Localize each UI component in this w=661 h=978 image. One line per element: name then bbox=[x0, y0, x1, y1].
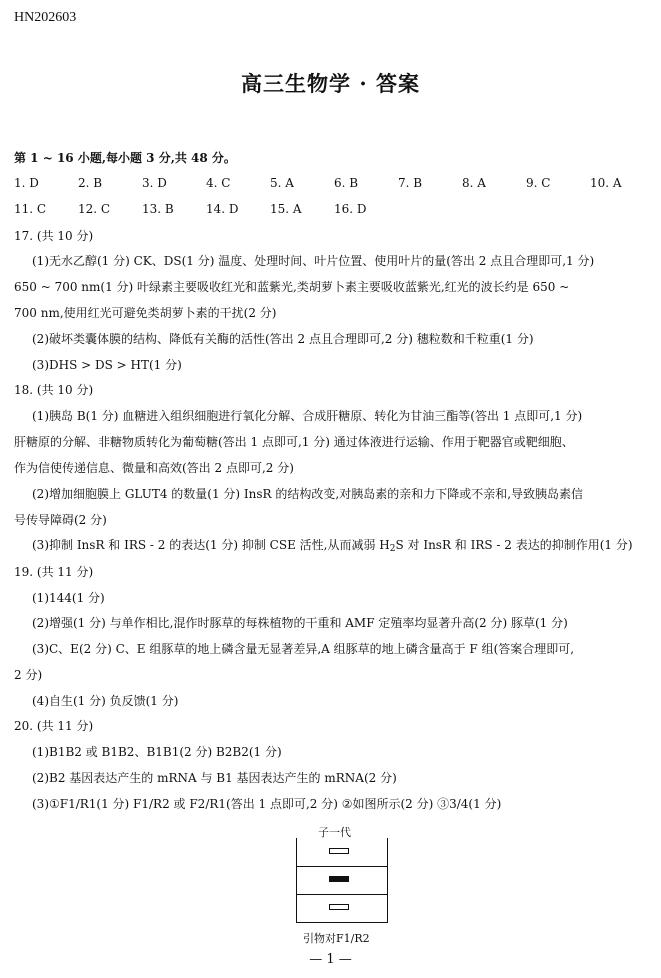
q17-line: 650 ~ 700 nm(1 分) 叶绿素主要吸收红光和蓝紫光,类胡萝卜素主要吸收蓝紫光,红光的波长约是 650 ~ bbox=[14, 280, 570, 294]
answer-1: 1. D bbox=[14, 176, 39, 190]
answer-9: 9. C bbox=[526, 176, 551, 190]
subscript-2: 2 bbox=[389, 544, 396, 554]
header-code: HN202603 bbox=[14, 10, 77, 25]
q18-line: 肝糖原的分解、非糖物质转化为葡萄糖(答出 1 点即可,1 分) 通过体液进行运输、作用于靶器官或靶细胞、 bbox=[14, 435, 574, 449]
q19-line: (3)C、E(2 分) C、E 组豚草的地上磷含量无显著差异,A 组豚草的地上磷含量高于 F 组(答案合理即可, bbox=[32, 642, 575, 656]
q18-line bbox=[32, 537, 633, 553]
q19-line: (2)增强(1 分) 与单作相比,混作时豚草的每株植物的干重和 AMF 定殖率均显著升高(2 分) 豚草(1 分) bbox=[32, 616, 568, 630]
figure-label: 引物对F1/R2 bbox=[303, 932, 370, 945]
q17-heading: 17. (共 10 分) bbox=[14, 229, 94, 243]
q17-line: (3)DHS > DS > HT(1 分) bbox=[32, 358, 182, 372]
q18-line-part: S 对 InsR 和 IRS - 2 表达的抑制作用(1 分) bbox=[395, 538, 633, 552]
q20-line: (2)B2 基因表达产生的 mRNA 与 B1 基因表达产生的 mRNA(2 分) bbox=[32, 771, 397, 785]
q18-line: 作为信使传递信息、微量和高效(答出 2 点即可,2 分) bbox=[14, 461, 294, 475]
q18-line: (2)增加细胞膜上 GLUT4 的数量(1 分) InsR 的结构改变,对胰岛素的亲和力下降或不亲和,导致胰岛素信 bbox=[32, 487, 584, 501]
answer-4: 4. C bbox=[206, 176, 231, 190]
answer-15: 15. A bbox=[270, 202, 302, 216]
answer-2: 2. B bbox=[78, 176, 103, 190]
mc-heading: 第 1 ~ 16 小题,每小题 3 分,共 48 分。 bbox=[14, 151, 236, 165]
gel-divider bbox=[297, 894, 387, 895]
q20-line: (3)①F1/R1(1 分) F1/R2 或 F2/R1(答出 1 点即可,2 分) ②如图所示(2 分) ③3/4(1 分) bbox=[32, 797, 502, 811]
answer-11: 11. C bbox=[14, 202, 47, 216]
q19-line: (1)144(1 分) bbox=[32, 591, 105, 605]
gel-band-open bbox=[329, 904, 349, 910]
answer-6: 6. B bbox=[334, 176, 359, 190]
gel-figure bbox=[296, 838, 388, 923]
gel-band-filled bbox=[329, 876, 349, 882]
answer-10: 10. A bbox=[590, 176, 622, 190]
mc-answers-row-2 bbox=[14, 202, 654, 218]
gel-band-open bbox=[329, 848, 349, 854]
q18-line-part: (3)抑制 InsR 和 IRS - 2 的表达(1 分) 抑制 CSE 活性,从而减弱 H bbox=[32, 538, 390, 552]
answer-3: 3. D bbox=[142, 176, 167, 190]
q20-heading: 20. (共 11 分) bbox=[14, 719, 94, 733]
q18-line: (1)胰岛 B(1 分) 血糖进入组织细胞进行氧化分解、合成肝糖原、转化为甘油三酯等(答出 1 点即可,1 分) bbox=[32, 409, 583, 423]
q17-line: (2)破坏类囊体膜的结构、降低有关酶的活性(答出 2 点且合理即可,2 分) 穗粒数和千粒重(1 分) bbox=[32, 332, 534, 346]
q19-heading: 19. (共 11 分) bbox=[14, 565, 94, 579]
answer-5: 5. A bbox=[270, 176, 294, 190]
answer-7: 7. B bbox=[398, 176, 423, 190]
page-number: — 1 — bbox=[309, 952, 352, 967]
page-title: 高三生物学 · 答案 bbox=[241, 71, 420, 96]
answer-8: 8. A bbox=[462, 176, 486, 190]
mc-answers-row-1 bbox=[14, 176, 654, 192]
figure-caption: 子一代 bbox=[318, 826, 351, 839]
q20-line: (1)B1B2 或 B1B2、B1B1(2 分) B2B2(1 分) bbox=[32, 745, 282, 759]
answer-16: 16. D bbox=[334, 202, 367, 216]
q18-line: 号传导障碍(2 分) bbox=[14, 513, 107, 527]
answer-12: 12. C bbox=[78, 202, 111, 216]
gel-divider bbox=[297, 866, 387, 867]
q19-line: (4)自生(1 分) 负反馈(1 分) bbox=[32, 694, 179, 708]
answer-13: 13. B bbox=[142, 202, 174, 216]
q17-line: 700 nm,使用红光可避免类胡萝卜素的干扰(2 分) bbox=[14, 306, 277, 320]
q19-line: 2 分) bbox=[14, 668, 43, 682]
answer-14: 14. D bbox=[206, 202, 239, 216]
q17-line: (1)无水乙醇(1 分) CK、DS(1 分) 温度、处理时间、叶片位置、使用叶片的量(答出 2 点且合理即可,1 分) bbox=[32, 254, 595, 268]
q18-heading: 18. (共 10 分) bbox=[14, 383, 94, 397]
